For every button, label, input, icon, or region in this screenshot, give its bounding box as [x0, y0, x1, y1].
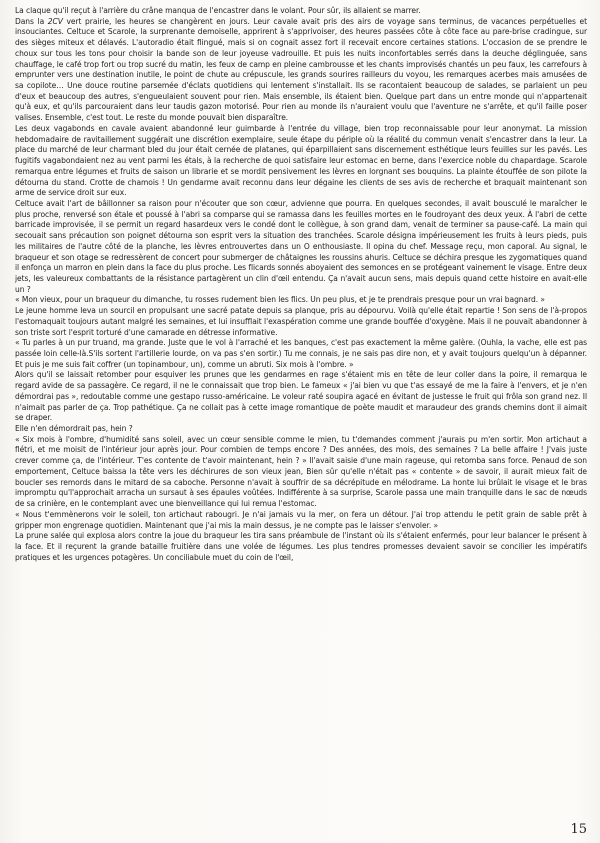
paragraph-4: Celtuce avait l'art de bâillonner sa raison pour n'écouter que son cœur, advienne que pourra. En quelques secondes, il avait bousculé le maraîcher le plus proche, renversé son étale et poussé à l'abri sa comparse qui se ramassa dans les feuilles mortes en le foudroyant des deux yeux. À l'abri de cette barricade improvisée, il se permit un regard hasardeux vers le condé dont le collègue, à son grand dam, venait de terminer sa pause-café. La main qui secouait sans précaution son poignet détourna son esprit vers la situation des tranchées. Scarole désigna impérieusement les fruits à leurs pieds, puis les militaires de l'autre côté de la planche, les lèvres entrouvertes dans un O enthousiaste. Il opina du chef. Message reçu, mon caporal. Au signal, le braqueur et son otage se redressèrent de concert pour submerger de châtaignes les roussins ahuris. Celtuce se déchira presque les zygomatiques quand il enfonça un marron en plein dans la face du plus proche. Les flicards sonnés aboyaient des semonces en se protégeant vainement le visage. Entre deux jets, les valeureux combattants de la résistance partagèrent un clin d'œil entendu. Ça n'avait aucun sens, mais depuis quand cette histoire en avait-elle un ?	[15, 198, 587, 294]
paragraph-8: Alors qu'il se laissait retomber pour esquiver les prunes que les gendarmes en rage s'étaient mis en tête de leur coller dans la poire, il remarqua le regard avide de sa passagère. Ce regard, il ne le connaissait que trop bien. Le fameux « j'ai bien vu que t'as essayé de me la faire à l'envers, et je n'en démordrai pas », redoutable comme une gestapo russo-américaine. Le voleur raté soupira agacé en évitant de justesse le fruit qui frôla son grand nez. Il n'aimait pas parler de ça. Trop pathétique. Ça ne collait pas à cette image romantique de poète maudit et maraudeur des grands chemins dont il aimait se draper.	[15, 370, 587, 423]
paragraph-2: Dans la 2CV vert prairie, les heures se changèrent en jours. Leur cavale avait pris des airs de voyage sans terminus, de vacances perpétuelles et insouciantes. Celtuce et Scarole, la surprenante demoiselle, apprirent à s'apprivoiser, des heures passées côte à côte face au pare-brise cradingue, sur des sièges miteux et délavés. L'autoradio était flingué, mais si on cognait assez fort il recevait encore certaines stations. L'occasion de se prendre le choux sur tous les tons pour choisir la bande son de leur joyeuse vadrouille. Et puis les nuits inconfortables serrés dans la deuche déglinguée, sans chauffage, le café trop fort ou trop sucré du matin, les feux de camp en pleine cambrousse et les chants improvisés chantés un peu faux, les carrefours à emprunter vers une destination inutile, le point de chute au crépuscule, les grands sourires railleurs du voyou, les remarques acerbes mais amusées de sa copilote… Une douce routine parsemée d'éclats quotidiens qui lentement s'installait. Ils se racontaient beaucoup de salades, se parlaient un peu d'eux et beaucoup des autres, s'engueulaient souvent pour rien. Mais ensemble, ils étaient bien. Quelque part dans un entre monde qui n'appartenait qu'à eux, et qu'ils parcouraient dans leur taudis gazon motorisé. Pour rien au monde ils n'auraient voulu que l'aventure ne s'arrête, et qu'il faille poser valises. Ensemble, c'est tout. Le reste du monde pouvait bien disparaître.	[15, 16, 587, 123]
paragraph-5: « Mon vieux, pour un braqueur du dimanche, tu rosses rudement bien les flics. Un peu plus, et je te prendrais presque pour un vrai bagnard. »	[15, 295, 545, 305]
paragraph-3: Les deux vagabonds en cavale avaient abandonné leur guimbarde à l'entrée du village, bien trop reconnaissable pour leur anonymat. La mission hebdomadaire de ravitaillement suggérait une discrétion exemplaire, seule étape du périple où la réalité du commun venait s'encastrer dans la leur. La place du marché de leur charmant bled du jour était cernée de platanes, qui éparpillaient sans discernement esthétique leurs feuilles sur les pavés. Les fugitifs vagabondaient nez au vent parmi les étals, à la recherche de quoi satisfaire leur estomac en berne, dans l'exercice noble du chapardage. Scarole remarqua entre légumes et fruits de saison un librarie et se mordit pensivement les lèvres en lorgnant ses bouquins. La plainte étouffée de son pilote la détourna du stand. Crotte de chamois ! Un gendarme avait reconnu dans leur dégaine les clients de ses avis de recherche et braquait maintenant son arme de service droit sur eux.	[15, 123, 587, 198]
body-text	[15, 6, 587, 563]
paragraph-10: « Six mois à l'ombre, d'humidité sans soleil, avec un cœur sensible comme le mien, tu t'demandes comment j'aurais pu m'en sortir. Mon artichaut a flétri, et me moisit de l'intérieur jour après jour. Pour combien de temps encore ? Des années, des mois, des semaines ? La belle affaire ! J'vais juste crever comme ça, de l'intérieur. T'es contente de t'avoir maintenant, hein ? » Il'avait saisie d'une main rageuse, qui retomba sans force. Penaud de son emportement, Celtuce baissa la tête vers les déchirures de son vieux jean, Bien sûr qu'elle n'était pas « contente » de savoir, il aurait mieux fait de boucler ses remords dans le mitard de sa caboche. Personne n'avait à souffrir de sa décrépitude en mélodrame. La honte lui brûlait le visage et le bras impromptu qu'l'approchait arracha un sursaut à ses épaules voûtées. Indifférente à sa surprise, Scarole passa une main tranquille dans le sac de nœuds de sa crinière, en le contemplant avec une bienveillance qui lui remua l'estomac.	[15, 434, 587, 509]
paragraph-6: Le jeune homme leva un sourcil en propulsant une sacré patate depuis sa planque, pris au dépourvu. Voilà qu'elle était repartie ! Son sens de l'à-propos l'estomaquait toujours autant malgré les semaines, et lui insufflait l'exaspération comme une grande bouffée d'oxygène. Mais il ne pouvait abandonner à son triste sort l'esprit torturé d'une camarade en détresse informative.	[15, 306, 587, 337]
paragraph-9: Elle n'en démordrait pas, hein ?	[15, 424, 133, 434]
paragraph-11: « Nous t'emmènerons voir le soleil, ton artichaut rabougri. Je n'ai jamais vu la mer, on fera un détour. J'ai trop attendu le petit grain de sable prêt à gripper mon engrenage quotidien. Maintenant que j'ai mis la main dessus, je ne compte pas le laisser s'envoler. »	[15, 509, 587, 530]
page-number: 15	[570, 822, 587, 837]
paragraph-1: La claque qu'il reçut à l'arrière du crâne manqua de l'encastrer dans le volant. Pour sûr, ils allaient se marrer.	[15, 6, 421, 15]
paragraph-7: « Tu parles à un pur truand, ma grande. Juste que le vol à l'arraché et les banques, c'est pas exactement la même galère. (Ouhla, la vache, elle est pas passée loin celle-là.S'ils sortent l'artillerie lourde, on va pas s'en sortir.) Tu me connais, je ne sais pas dire non, et y avait toujours quelqu'un à dépanner. Et puis je me suis fait coffrer (un topinambour, un), comme un abruti. Six mois à l'ombre. »	[15, 338, 587, 369]
paragraph-12: La prune salée qui explosa alors contre la joue du braqueur les tira sans préambule de l'instant où ils s'étaient enfermés, pour leur balancer le présent à la face. Et il reçurent la grande bataille fruitière dans une volée de légumes. Les plus tendres promesses devaient savoir se concilier les impératifs pratiques et les urgences potagères. Un conciliabule muet du coin de l'œil,	[15, 531, 587, 562]
